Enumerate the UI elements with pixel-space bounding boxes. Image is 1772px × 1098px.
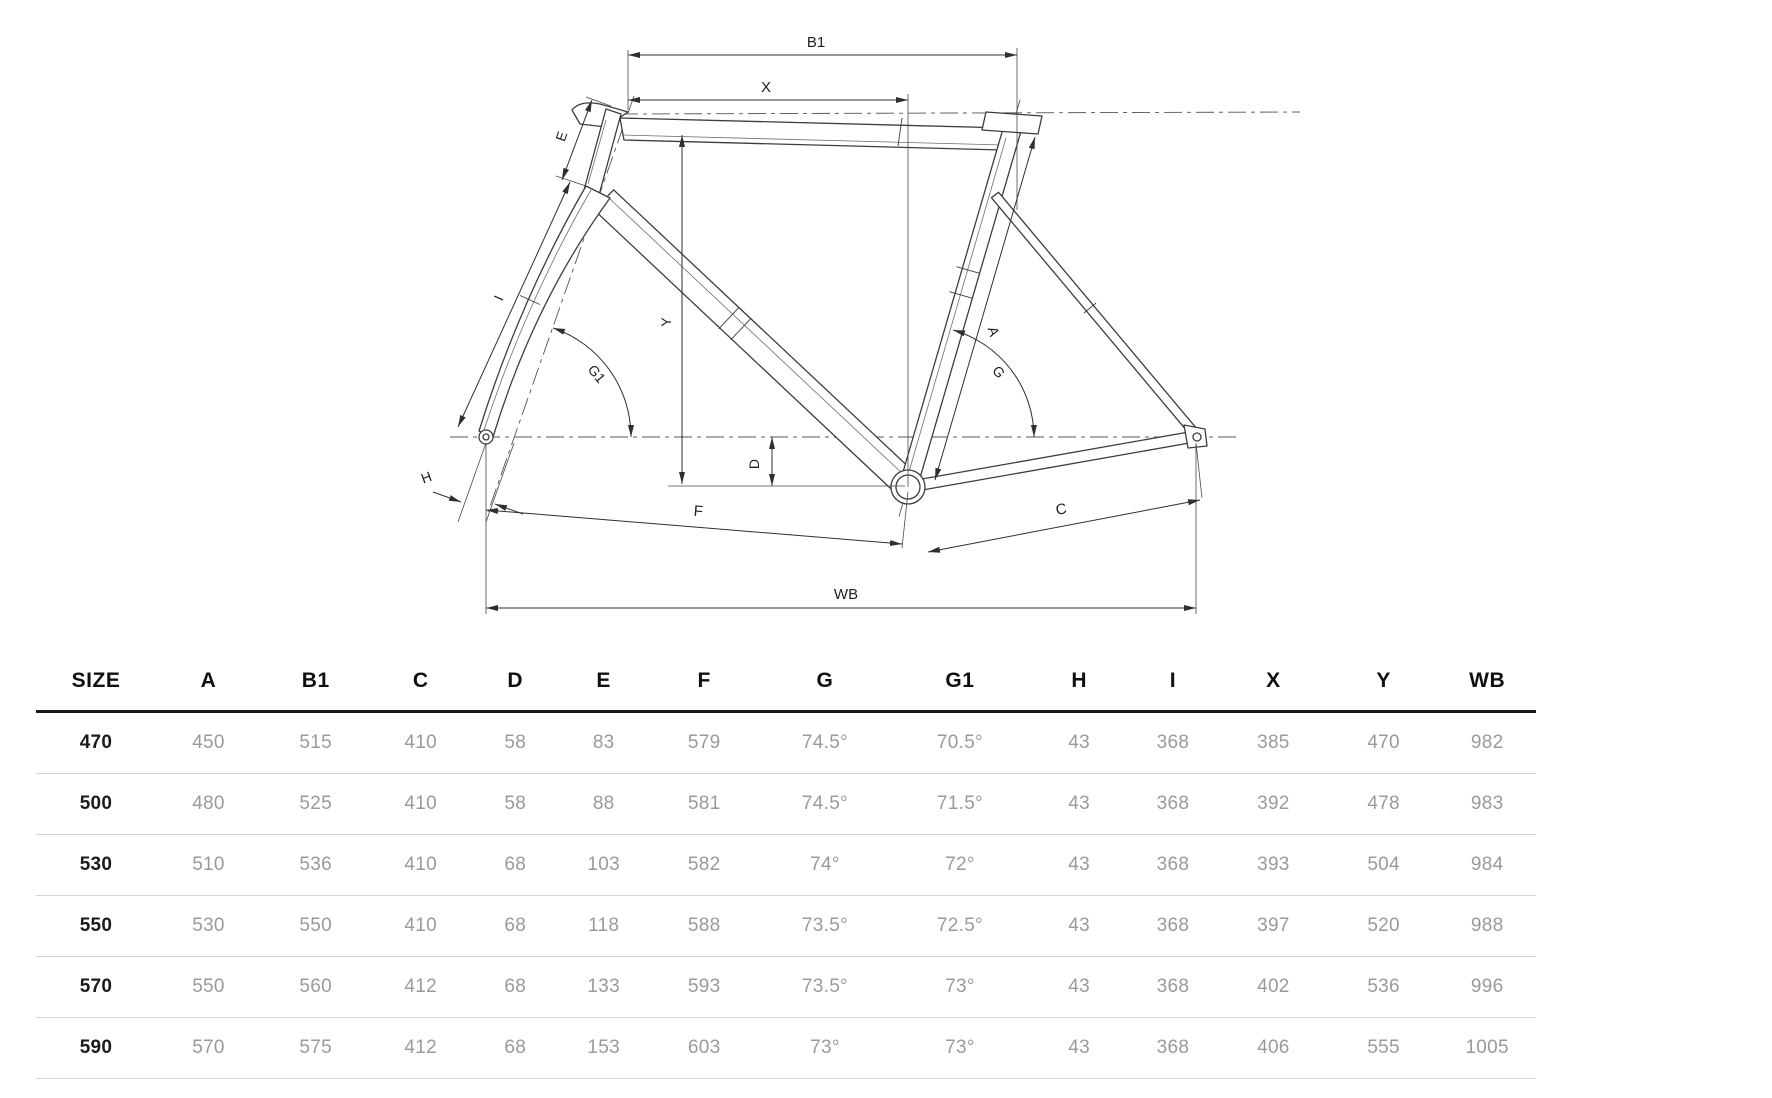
value-cell: 480 [156, 774, 261, 835]
value-cell: 70.5° [889, 712, 1030, 774]
value-cell: 550 [156, 957, 261, 1018]
value-cell: 385 [1218, 712, 1329, 774]
column-header-g1: G1 [889, 652, 1030, 712]
geometry-table-body [36, 712, 1536, 1079]
value-cell: 71.5° [889, 774, 1030, 835]
value-cell: 153 [559, 1018, 647, 1079]
value-cell: 368 [1128, 712, 1218, 774]
value-cell: 72° [889, 835, 1030, 896]
dimension-label-e: E [552, 129, 571, 144]
value-cell: 410 [370, 774, 470, 835]
geometry-table [36, 652, 1536, 1079]
value-cell: 68 [471, 957, 559, 1018]
table-row [36, 835, 1536, 896]
column-header-g: G [760, 652, 889, 712]
table-row [36, 957, 1536, 1018]
value-cell: 103 [559, 835, 647, 896]
column-header-d: D [471, 652, 559, 712]
value-cell: 579 [648, 712, 760, 774]
dimension-label-i: I [490, 292, 507, 303]
value-cell: 410 [370, 835, 470, 896]
value-cell: 83 [559, 712, 647, 774]
value-cell: 983 [1438, 774, 1536, 835]
value-cell: 410 [370, 712, 470, 774]
value-cell: 368 [1128, 835, 1218, 896]
value-cell: 550 [261, 896, 370, 957]
value-cell: 410 [370, 896, 470, 957]
dimension-label-g1: G1 [584, 361, 609, 387]
column-header-h: H [1030, 652, 1127, 712]
value-cell: 43 [1030, 774, 1127, 835]
value-cell: 43 [1030, 896, 1127, 957]
size-cell: 570 [36, 957, 156, 1018]
value-cell: 72.5° [889, 896, 1030, 957]
column-header-a: A [156, 652, 261, 712]
column-header-f: F [648, 652, 760, 712]
value-cell: 68 [471, 1018, 559, 1079]
table-row [36, 712, 1536, 774]
value-cell: 1005 [1438, 1018, 1536, 1079]
dimension-label-y: Y [658, 317, 674, 327]
dimension-label-c: C [1054, 500, 1069, 519]
value-cell: 450 [156, 712, 261, 774]
frame-outline [479, 103, 1207, 504]
dimension-label-f: F [693, 502, 704, 521]
value-cell: 412 [370, 957, 470, 1018]
value-cell: 581 [648, 774, 760, 835]
dimension-label-h: H [418, 468, 434, 487]
size-cell: 500 [36, 774, 156, 835]
value-cell: 43 [1030, 835, 1127, 896]
column-header-i: I [1128, 652, 1218, 712]
value-cell: 133 [559, 957, 647, 1018]
value-cell: 560 [261, 957, 370, 1018]
size-cell: 590 [36, 1018, 156, 1079]
dimension-label-wb: WB [833, 586, 859, 603]
value-cell: 68 [471, 835, 559, 896]
dimension-label-b1: B1 [806, 34, 826, 51]
value-cell: 74.5° [760, 712, 889, 774]
value-cell: 43 [1030, 957, 1127, 1018]
value-cell: 412 [370, 1018, 470, 1079]
column-header-size: SIZE [36, 652, 156, 712]
size-cell: 550 [36, 896, 156, 957]
column-header-c: C [370, 652, 470, 712]
value-cell: 996 [1438, 957, 1536, 1018]
value-cell: 368 [1128, 1018, 1218, 1079]
value-cell: 478 [1329, 774, 1438, 835]
value-cell: 74° [760, 835, 889, 896]
value-cell: 582 [648, 835, 760, 896]
value-cell: 58 [471, 774, 559, 835]
value-cell: 118 [559, 896, 647, 957]
value-cell: 406 [1218, 1018, 1329, 1079]
value-cell: 570 [156, 1018, 261, 1079]
value-cell: 984 [1438, 835, 1536, 896]
dimension-label-a: A [984, 324, 1003, 339]
value-cell: 510 [156, 835, 261, 896]
value-cell: 470 [1329, 712, 1438, 774]
value-cell: 520 [1329, 896, 1438, 957]
value-cell: 555 [1329, 1018, 1438, 1079]
value-cell: 58 [471, 712, 559, 774]
column-header-y: Y [1329, 652, 1438, 712]
value-cell: 575 [261, 1018, 370, 1079]
value-cell: 88 [559, 774, 647, 835]
value-cell: 525 [261, 774, 370, 835]
value-cell: 603 [648, 1018, 760, 1079]
value-cell: 73° [760, 1018, 889, 1079]
value-cell: 530 [156, 896, 261, 957]
value-cell: 73.5° [760, 896, 889, 957]
value-cell: 74.5° [760, 774, 889, 835]
table-row [36, 774, 1536, 835]
value-cell: 368 [1128, 957, 1218, 1018]
value-cell: 73° [889, 957, 1030, 1018]
size-cell: 530 [36, 835, 156, 896]
value-cell: 73° [889, 1018, 1030, 1079]
value-cell: 988 [1438, 896, 1536, 957]
value-cell: 593 [648, 957, 760, 1018]
table-row [36, 1018, 1536, 1079]
dimension-label-x: X [760, 79, 772, 96]
dimension-label-d: D [746, 458, 762, 470]
value-cell: 982 [1438, 712, 1536, 774]
geometry-table-section [36, 652, 1536, 1079]
value-cell: 368 [1128, 896, 1218, 957]
column-header-wb: WB [1438, 652, 1536, 712]
table-row [36, 896, 1536, 957]
column-header-b1: B1 [261, 652, 370, 712]
value-cell: 392 [1218, 774, 1329, 835]
value-cell: 536 [1329, 957, 1438, 1018]
value-cell: 68 [471, 896, 559, 957]
value-cell: 536 [261, 835, 370, 896]
dimension-label-g: G [989, 362, 1009, 382]
value-cell: 402 [1218, 957, 1329, 1018]
value-cell: 504 [1329, 835, 1438, 896]
value-cell: 73.5° [760, 957, 889, 1018]
column-header-x: X [1218, 652, 1329, 712]
value-cell: 515 [261, 712, 370, 774]
value-cell: 43 [1030, 712, 1127, 774]
value-cell: 368 [1128, 774, 1218, 835]
value-cell: 43 [1030, 1018, 1127, 1079]
geometry-table-header-row [36, 652, 1536, 712]
value-cell: 397 [1218, 896, 1329, 957]
column-header-e: E [559, 652, 647, 712]
value-cell: 588 [648, 896, 760, 957]
size-cell: 470 [36, 712, 156, 774]
value-cell: 393 [1218, 835, 1329, 896]
